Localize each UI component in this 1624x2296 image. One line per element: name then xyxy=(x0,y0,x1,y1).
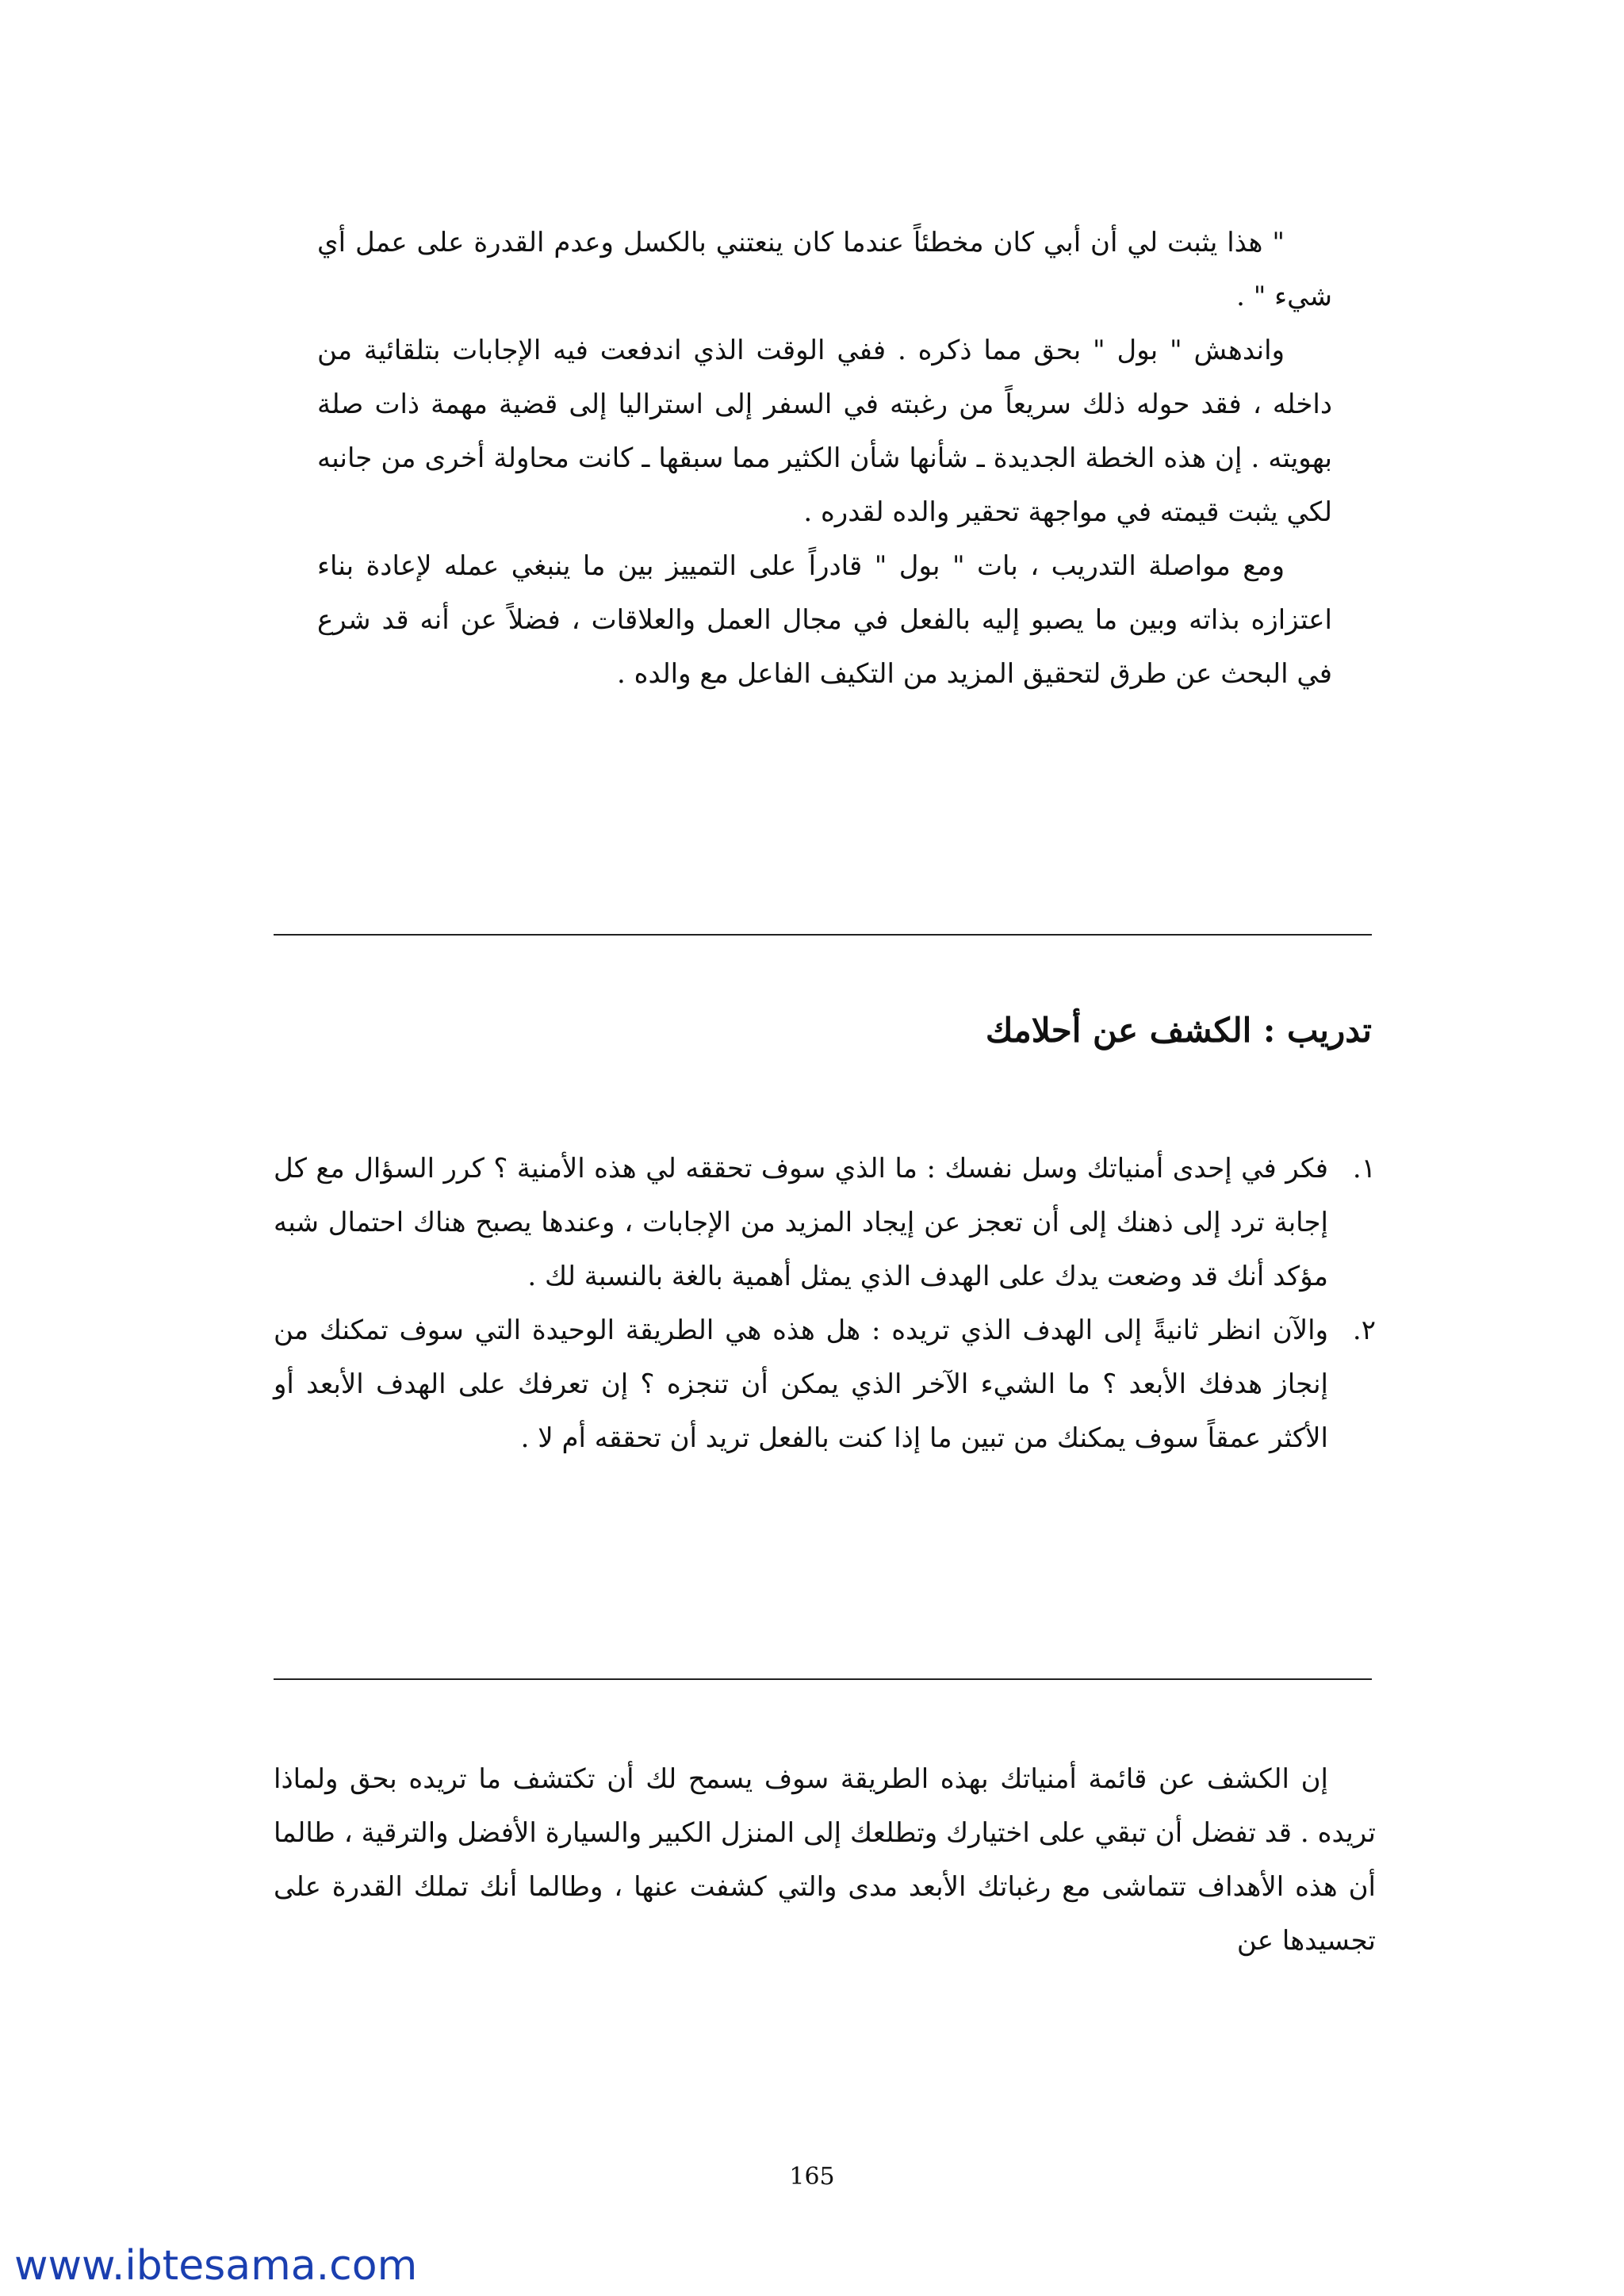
page-number: 165 xyxy=(789,2163,835,2191)
paragraph-training-continued: ومع مواصلة التدريب ، بات " بول " قادراً على التمييز بين ما ينبغي عمله لإعادة بناء اعتزازه بذاته وبين ما يصبو إليه بالفعل في مجال العمل والعلاقات ، فضلاً عن أنه قد شرع في البحث عن طرق لتحقيق المزيد من التكيف الفاعل مع والده . xyxy=(317,550,1332,690)
section-divider-top xyxy=(274,934,1372,936)
list-item-number: ٢. xyxy=(1352,1314,1376,1346)
exercise-title: تدريب : الكشف عن أحلامك xyxy=(985,1011,1372,1050)
site-watermark: www.ibtesama.com xyxy=(14,2242,418,2290)
list-item xyxy=(274,1142,1376,1303)
list-item-number: ١. xyxy=(1352,1153,1376,1184)
body-text-top xyxy=(317,216,1332,701)
list-item-text: والآن انظر ثانيةً إلى الهدف الذي تريده : هل هذه هي الطريقة الوحيدة التي سوف تمكنك من إنجاز هدفك الأبعد ؟ ما الشيء الآخر الذي يمكن أن تنجزه ؟ إن تعرفك على الهدف الأبعد أو الأكثر عمقاً سوف يمكنك من تبين ما إذا كنت بالفعل تريد أن تحققه أم لا . xyxy=(274,1314,1328,1454)
exercise-list xyxy=(274,1142,1376,1465)
body-text-bottom xyxy=(274,1752,1376,1968)
paragraph-wish-list: إن الكشف عن قائمة أمنياتك بهذه الطريقة سوف يسمح لك أن تكتشف ما تريده بحق ولماذا تريده . قد تفضل أن تبقي على اختيارك وتطلعك إلى المنزل الكبير والسيارة الأفضل والترقية ، طالما أن هذه الأهداف تتماشى مع رغباتك الأبعد مدى والتي كشفت عنها ، وطالما أنك تملك القدرة على تجسيدها عن xyxy=(274,1763,1376,1957)
list-item xyxy=(274,1303,1376,1465)
section-divider-bottom xyxy=(274,1678,1372,1680)
list-item-text: فكر في إحدى أمنياتك وسل نفسك : ما الذي سوف تحققه لي هذه الأمنية ؟ كرر السؤال مع كل إجابة ترد إلى ذهنك إلى أن تعجز عن إيجاد المزيد من الإجابات ، وعندها يصبح هناك احتمال شبه مؤكد أنك قد وضعت يدك على الهدف الذي يمثل أهمية بالغة بالنسبة لك . xyxy=(274,1153,1328,1292)
paragraph-quote: " هذا يثبت لي أن أبي كان مخطئاً عندما كان ينعتني بالكسل وعدم القدرة على عمل أي شيء " . xyxy=(317,227,1332,312)
paragraph-paul-surprised: واندهش " بول " بحق مما ذكره . ففي الوقت الذي اندفعت فيه الإجابات بتلقائية من داخله ، فقد حوله ذلك سريعاً من رغبته في السفر إلى استراليا إلى قضية مهمة ذات صلة بهويته . إن هذه الخطة الجديدة ـ شأنها شأن الكثير مما سبقها ـ كانت محاولة أخرى من جانبه لكي يثبت قيمته في مواجهة تحقير والده لقدره . xyxy=(317,335,1332,528)
